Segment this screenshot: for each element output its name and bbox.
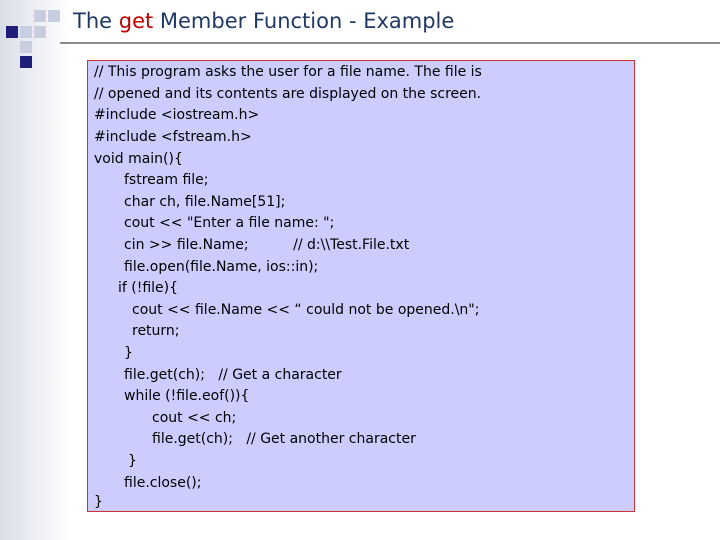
code-line: cout << "Enter a file name: "; xyxy=(124,215,335,231)
code-line: char ch, file.Name[51]; xyxy=(124,194,286,210)
title-accent-word: get xyxy=(118,9,154,33)
code-line: } xyxy=(124,345,133,361)
code-line: fstream file; xyxy=(124,172,209,188)
code-line: void main(){ xyxy=(94,151,183,167)
code-line: #include <fstream.h> xyxy=(94,129,252,145)
slide-title xyxy=(73,9,454,33)
code-line: if (!file){ xyxy=(118,280,179,296)
left-gradient-band xyxy=(0,0,70,540)
title-underline xyxy=(60,42,720,44)
title-text-start: The xyxy=(73,9,119,33)
code-line: file.close(); xyxy=(124,475,202,491)
code-line: #include <iostream.h> xyxy=(94,107,260,123)
code-line: cout << file.Name << “ could not be opened.\n"; xyxy=(132,302,480,318)
decor-square xyxy=(6,26,18,38)
decor-square xyxy=(48,10,60,22)
code-line: } xyxy=(94,494,103,510)
code-line: cin >> file.Name; // d:\\Test.File.txt xyxy=(124,237,410,253)
code-listing-box xyxy=(87,60,635,512)
decor-square xyxy=(20,26,32,38)
code-line: while (!file.eof()){ xyxy=(124,388,250,404)
code-line: // This program asks the user for a file name. The file is xyxy=(94,64,482,80)
decor-square xyxy=(34,26,46,38)
title-text-end: Member Function - Example xyxy=(153,9,455,33)
code-line: file.open(file.Name, ios::in); xyxy=(124,259,319,275)
code-line: // opened and its contents are displayed on the screen. xyxy=(94,86,482,102)
code-line: file.get(ch); // Get another character xyxy=(152,431,416,447)
code-line: file.get(ch); // Get a character xyxy=(124,367,342,383)
code-line: } xyxy=(128,453,137,469)
decor-square xyxy=(20,41,32,53)
decor-square xyxy=(34,10,46,22)
code-line: cout << ch; xyxy=(152,410,237,426)
code-line: return; xyxy=(132,323,180,339)
decor-square xyxy=(20,56,32,68)
